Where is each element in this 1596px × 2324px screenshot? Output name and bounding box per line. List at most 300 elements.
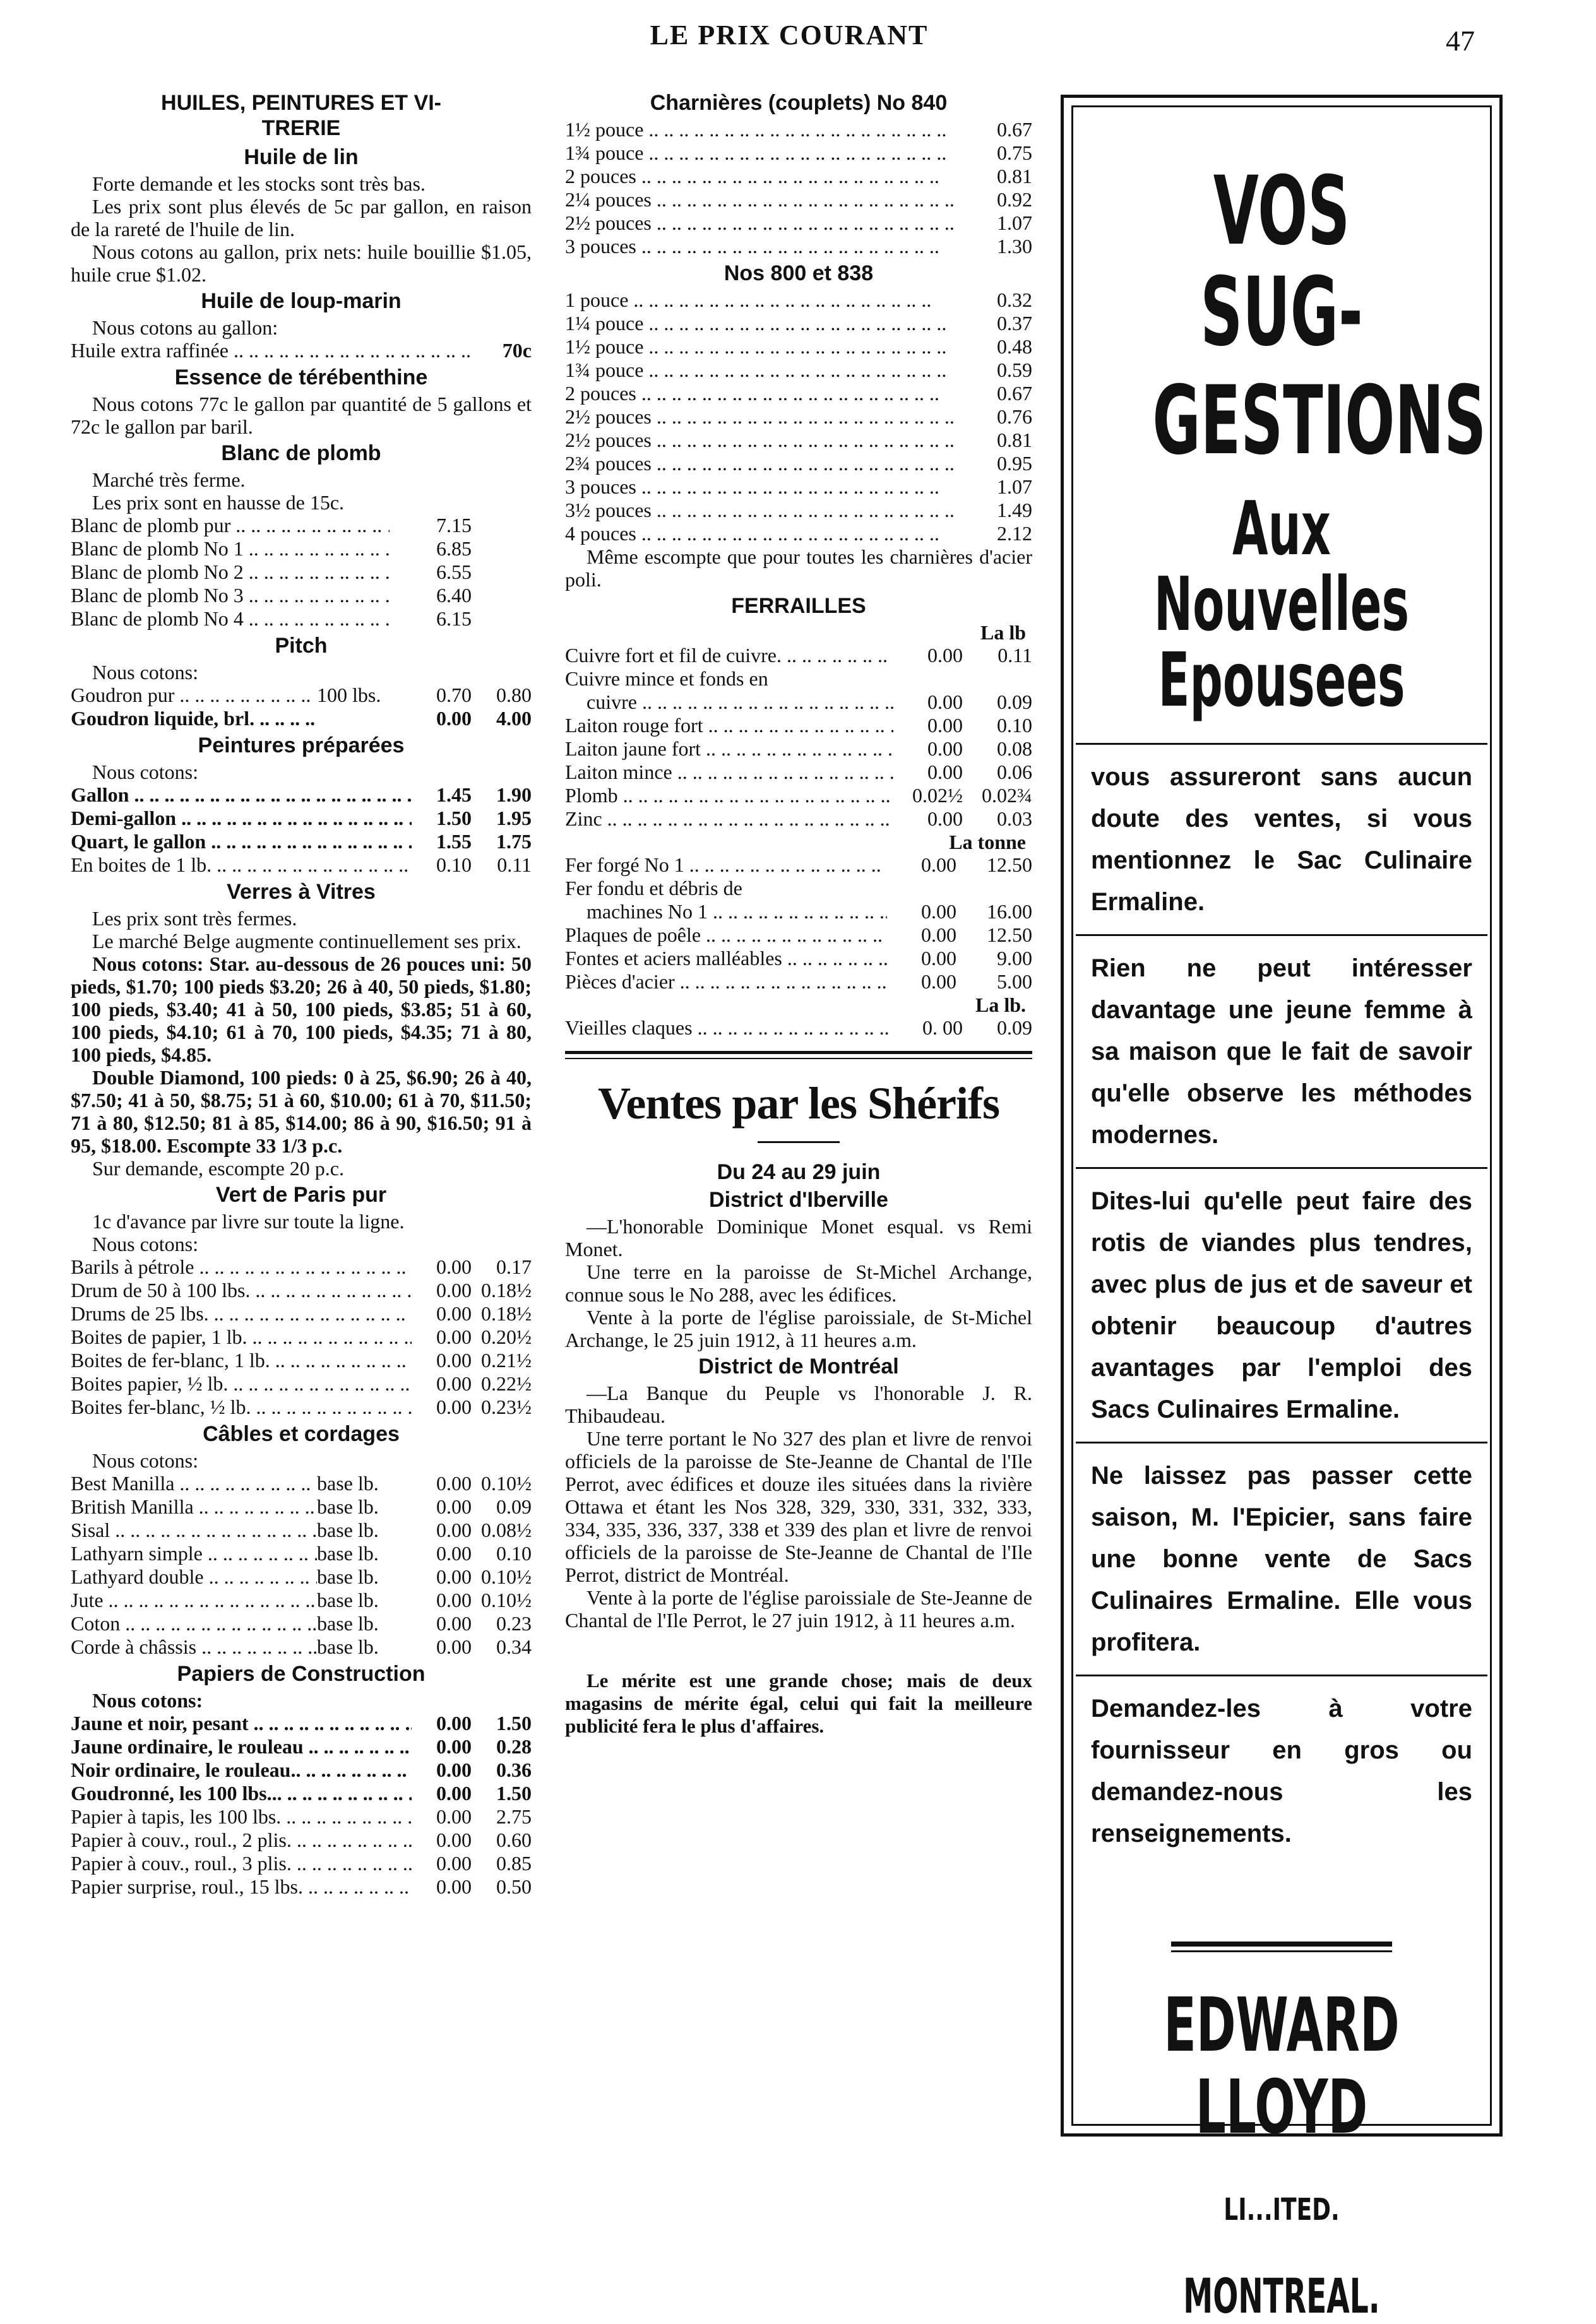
paragraph: Forte demande et les stocks sont très bas. (92, 172, 426, 195)
item-price-min: 0.00 (436, 1852, 472, 1875)
item-price-min: 0.00 (927, 737, 963, 760)
price-row (71, 514, 532, 537)
subtitle-huile-de-lin: Huile de lin (244, 145, 359, 169)
item-price-min: 0.00 (927, 761, 963, 783)
item-name: Blanc de plomb pur .. .. (71, 514, 390, 537)
item-price-max: 0.23½ (481, 1396, 532, 1418)
item-price-min: 0.00 (436, 1782, 472, 1805)
price-row (71, 1782, 532, 1805)
item-price-min: 0.00 (921, 970, 956, 993)
unit-label: La tonne (949, 831, 1026, 853)
price-row (71, 1302, 532, 1325)
price-row (71, 560, 532, 584)
item-price: 0.67 (997, 382, 1032, 405)
price-row (71, 537, 532, 560)
item-name: Laiton rouge fort .. .. (565, 714, 893, 737)
page-title: LE PRIX COURANT (650, 20, 929, 50)
price-row (71, 1325, 532, 1349)
item-name: Boites fer-blanc, ½ lb. .. .. (71, 1396, 412, 1419)
price-row (565, 499, 1032, 522)
item-name: 3 pouces .. .. (565, 235, 963, 258)
item-price: 0.48 (997, 335, 1032, 358)
paragraph: 1c d'avance par livre sur toute la ligne. (92, 1210, 405, 1233)
item-unit: base lb. (317, 1635, 379, 1658)
price-row (71, 1279, 532, 1302)
paragraph: Vente à la porte de l'église paroissiale de Ste-Jeanne de Chantal de l'Ile Perrot, le 27 juin 1912, à 11 heures a.m. (565, 1586, 1032, 1632)
paragraph: Même escompte que pour toutes les charnières d'acier poli. (565, 545, 1032, 591)
item-price-max: 0.20½ (481, 1325, 532, 1348)
item-price-max: 0.85 (496, 1852, 532, 1875)
item-name: Goudron liquide, brl. .. .. (71, 707, 317, 730)
price-row (565, 312, 1032, 335)
item-price-max: 0.50 (496, 1875, 532, 1898)
item-price-max: 12.50 (987, 923, 1032, 946)
company-city: MONTREAL. (1183, 2268, 1380, 2324)
item-price-min: 0.00 (436, 707, 472, 730)
item-price-min: 0.00 (927, 714, 963, 737)
price-row (71, 807, 532, 830)
item-name: Jaune et noir, pesant .. .. (71, 1712, 412, 1735)
price-row (71, 1758, 532, 1782)
item-price-max: 0.08 (997, 737, 1032, 760)
item-price-max: 0.22½ (481, 1372, 532, 1395)
item-name: 3½ pouces .. .. (565, 499, 963, 522)
item-price-max: 0.36 (496, 1758, 532, 1781)
price-row (565, 211, 1032, 235)
price-row (565, 691, 1032, 714)
price-row (71, 1396, 532, 1419)
price-row (565, 141, 1032, 165)
item-price-max: 0.10½ (481, 1565, 532, 1588)
item-name: British Manilla .. .. (71, 1495, 317, 1519)
unit-label: La lb (980, 621, 1026, 644)
item-price-min: 1.55 (436, 830, 472, 853)
price-row (565, 452, 1032, 475)
price-row (565, 118, 1032, 141)
price-row (71, 1612, 532, 1635)
item-price-min: 1.45 (436, 783, 472, 806)
ad-paragraph: Demandez-les à votre fournisseur en gros ou demandez-nous les renseignements. (1091, 1695, 1472, 1847)
divider (758, 1141, 840, 1143)
price-row (565, 405, 1032, 429)
item-name: 1¼ pouce .. .. (565, 312, 963, 335)
price-row (565, 644, 1032, 667)
item-price-max: 0.28 (496, 1735, 532, 1758)
price-row (565, 359, 1032, 382)
price-row (71, 830, 532, 853)
price-row (71, 1852, 532, 1875)
item-price-min: 0.00 (436, 1712, 472, 1734)
item-name: Blanc de plomb No 3 .. .. (71, 584, 390, 607)
item-price-min: 0.00 (436, 1565, 472, 1588)
price-row (565, 900, 1032, 923)
price-row (565, 923, 1032, 947)
ad-headline: VOS SUG- (1200, 157, 1363, 367)
item-name: Demi-gallon .. .. (71, 807, 412, 830)
item-name: Sisal .. .. (71, 1519, 317, 1542)
item-name: Fontes et aciers malléables .. .. (565, 947, 887, 970)
price-row (71, 1875, 532, 1899)
paragraph: Les prix sont en hausse de 15c. (92, 491, 345, 514)
item-unit: 100 lbs. (317, 684, 381, 706)
divider (1171, 1950, 1392, 1952)
section-title-huiles: HUILES, PEINTURES ET VI- TRERIE (161, 91, 441, 140)
paragraph: —La Banque du Peuple vs l'honorable J. R. Thibaudeau. (565, 1382, 1032, 1427)
item-price-max: 16.00 (987, 900, 1032, 923)
item-price-max: 1.75 (496, 830, 532, 853)
price-row (565, 188, 1032, 211)
item-price-max: 0.09 (496, 1495, 532, 1518)
subtitle-cables: Câbles et cordages (203, 1422, 400, 1446)
ventes-dates: Du 24 au 29 juin (717, 1160, 881, 1184)
price-row (71, 1349, 532, 1372)
page-header (0, 19, 1596, 63)
item-price: 7.15 (436, 514, 472, 537)
item-price-min: 0.02½ (912, 784, 963, 807)
item-price-max: 0.18½ (481, 1279, 532, 1301)
subtitle-terebenthine: Essence de térébenthine (174, 365, 428, 389)
item-price-min: 0.00 (436, 1396, 472, 1418)
paragraph: Une terre portant le No 327 des plan et livre de renvoi officiels de la paroisse de Ste-Jeanne de Chantal de l'Ile Perrot, avec édifices et douze iles situées dans la rivière Ottawa et étant les Nos 328, 329, 330, 331, 332, 333, 334, 335, 336, 337, 338 et 339 des plan et livre de renvoi officiels de la paroisse de Ste-Jeanne de Chantal de l'Ile Perrot, district de Montréal. (565, 1427, 1032, 1586)
price-row (565, 970, 1032, 993)
item-price-max: 0.10 (496, 1542, 532, 1565)
advertisement-ermaline (1061, 95, 1503, 2324)
item-price-min: 0.00 (927, 807, 963, 830)
item-price: 0.59 (997, 359, 1032, 381)
subtitle-papiers: Papiers de Construction (177, 1662, 426, 1686)
price-row (565, 165, 1032, 188)
item-name: Huile extra raffinée .. .. (71, 339, 472, 362)
item-price-max: 0.10½ (481, 1589, 532, 1611)
item-name: Boites de papier, 1 lb. .. .. (71, 1325, 412, 1349)
item-price-min: 0.00 (436, 1372, 472, 1395)
item-name: 2½ pouces .. .. (565, 211, 963, 235)
item-name: Blanc de plomb No 2 .. .. (71, 560, 390, 584)
item-price-max: 0.02¾ (982, 784, 1032, 807)
price-row (565, 429, 1032, 452)
item-name: Blanc de plomb No 1 .. .. (71, 537, 390, 560)
item-price-max: 0.17 (496, 1255, 532, 1278)
item-unit: base lb. (317, 1495, 379, 1518)
paragraph: Nous cotons: (92, 1233, 198, 1255)
column-prices-paints (71, 85, 532, 1899)
ad-paragraph: Rien ne peut intéresser davantage une jeune femme à sa maison que le fait de savoir qu'elle observe les méthodes modernes. (1091, 954, 1472, 1149)
item-price: 0.76 (997, 405, 1032, 428)
item-price-min: 0.00 (436, 1805, 472, 1828)
item-price-max: 12.50 (987, 853, 1032, 876)
price-row (565, 1016, 1032, 1040)
price-row (71, 1519, 532, 1542)
item-name: Barils à pétrole .. .. (71, 1255, 412, 1279)
price-row (565, 382, 1032, 405)
item-price-min: 0.00 (921, 947, 956, 969)
item-name: Gallon .. .. (71, 783, 412, 807)
price-row (565, 947, 1032, 970)
item-price-min: 0.00 (436, 1495, 472, 1518)
price-row (71, 1542, 532, 1565)
item-price-min: 0.00 (436, 1612, 472, 1635)
item-price-min: 1.50 (436, 807, 472, 829)
item-price: 0.75 (997, 141, 1032, 164)
price-row (71, 1805, 532, 1829)
item-price-max: 0.18½ (481, 1302, 532, 1325)
paragraph: —L'honorable Dominique Monet esqual. vs Remi Monet. (565, 1215, 1032, 1260)
item-price-max: 9.00 (997, 947, 1032, 969)
item-name: Plaques de poêle .. .. (565, 923, 887, 947)
item-unit: base lb. (317, 1472, 379, 1495)
ad-paragraph: vous assureront sans aucun doute des ventes, si vous mentionnez le Sac Culinaire Ermaline. (1091, 763, 1472, 916)
item-price-min: 0.00 (436, 1542, 472, 1565)
paragraph: Sur demande, escompte 20 p.c. (92, 1157, 344, 1180)
paragraph: Nous cotons: (92, 761, 198, 783)
item-price: 0.67 (997, 118, 1032, 141)
item-name: Best Manilla .. .. (71, 1472, 317, 1495)
paragraph: Vente à la porte de l'église paroissiale, de St-Michel Archange, le 25 juin 1912, à 11 heures a.m. (565, 1306, 1032, 1351)
item-unit: base lb. (317, 1565, 379, 1588)
item-price-min: 0.00 (921, 853, 956, 876)
item-price: 6.40 (436, 584, 472, 607)
item-price-min: 0.00 (436, 1279, 472, 1301)
item-price: 0.32 (997, 288, 1032, 311)
item-price-max: 0.09 (997, 691, 1032, 713)
item-unit: base lb. (317, 1542, 379, 1565)
item-price-max: 0.08½ (481, 1519, 532, 1541)
item-name: Fer forgé No 1 .. .. (565, 853, 887, 877)
district-heading: District de Montréal (698, 1355, 899, 1378)
item-name: Laiton mince .. .. (565, 761, 893, 784)
item-name: Goudronné, les 100 lbs... .. .. (71, 1782, 412, 1805)
price-row (565, 288, 1032, 312)
subtitle-blanc-de-plomb: Blanc de plomb (221, 441, 381, 465)
subtitle-charnieres-840: Charnières (couplets) No 840 (650, 91, 948, 115)
item-name: 2 pouces .. .. (565, 382, 963, 405)
item-unit (317, 707, 412, 730)
divider (565, 1058, 1032, 1059)
price-row (565, 235, 1032, 258)
item-name: 1½ pouce .. .. (565, 335, 963, 359)
item-name: Jaune ordinaire, le rouleau .. .. (71, 1735, 412, 1758)
item-name: 2 pouces .. .. (565, 165, 963, 188)
item-price: 6.55 (436, 560, 472, 583)
item-name: 4 pouces .. .. (565, 522, 963, 545)
paragraph: Nous cotons 77c le gallon par quantité de 5 gallons et 72c le gallon par baril. (71, 393, 532, 438)
item-name: Boites papier, ½ lb. .. .. (71, 1372, 412, 1396)
price-row (71, 1472, 532, 1495)
item-price-min: 0. 00 (922, 1016, 963, 1039)
item-price-max: 0.10½ (481, 1472, 532, 1495)
item-name: En boites de 1 lb. .. .. (71, 853, 412, 877)
item-name: Cuivre fort et fil de cuivre. .. .. (565, 644, 893, 667)
item-price: 0.81 (997, 165, 1032, 187)
item-name: Noir ordinaire, le rouleau.. .. .. (71, 1758, 412, 1782)
item-name: Drums de 25 lbs. .. .. (71, 1302, 412, 1325)
item-price-max: 0.09 (997, 1016, 1032, 1039)
divider (565, 1051, 1032, 1054)
district-heading: District d'Iberville (709, 1188, 888, 1212)
item-unit: base lb. (317, 1589, 379, 1611)
subtitle-vert-de-paris: Vert de Paris pur (215, 1183, 387, 1207)
item-price-min: 0.00 (436, 1519, 472, 1541)
item-name: Laiton jaune fort .. .. (565, 737, 893, 761)
item-price: 1.30 (997, 235, 1032, 258)
item-name: 2¾ pouces .. .. (565, 452, 963, 475)
price-row (565, 737, 1032, 761)
item-price-min: 0.00 (436, 1302, 472, 1325)
subtitle-pitch: Pitch (275, 634, 328, 658)
item-price: 1.49 (997, 499, 1032, 521)
item-name: 2½ pouces .. .. (565, 405, 963, 429)
item-price: 0.81 (997, 429, 1032, 451)
paragraph: Le marché Belge augmente continuellement ses prix. (92, 930, 521, 952)
price-row (565, 475, 1032, 499)
item-price-min: 0.00 (436, 1325, 472, 1348)
item-price-min: 0.00 (927, 644, 963, 667)
item-price: 1.07 (997, 211, 1032, 234)
paragraph: Marché très ferme. (92, 468, 246, 491)
price-row (565, 522, 1032, 545)
item-name: Pièces d'acier .. .. (565, 970, 887, 993)
closing-note: Le mérite est une grande chose; mais de deux magasins de mérite égal, celui qui fait la meilleure publicité fera le plus d'affaires. (565, 1669, 1032, 1737)
price-row (565, 335, 1032, 359)
price-row (565, 784, 1032, 807)
ad-subheadline: Aux Nouvelles Epousees (1153, 485, 1410, 723)
item-name: Lathyarn simple .. .. (71, 1542, 317, 1565)
unit-label: La lb. (975, 993, 1026, 1016)
item-price: 70c (502, 339, 532, 362)
item-price-min: 0.10 (436, 853, 472, 876)
paragraph: Nous cotons: (92, 661, 198, 684)
item-name: Papier à couv., roul., 3 plis. .. .. (71, 1852, 412, 1875)
ad-headline: GESTIONS (1152, 366, 1487, 476)
item-name: Plomb .. .. (565, 784, 893, 807)
item-price-min: 0.00 (436, 1255, 472, 1278)
price-row (71, 1372, 532, 1396)
item-price-max: 0.11 (998, 644, 1032, 667)
item-name: Boites de fer-blanc, 1 lb. .. .. (71, 1349, 412, 1372)
item-price-max: 0.34 (496, 1635, 532, 1658)
item-name: 2½ pouces .. .. (565, 429, 963, 452)
item-price-max: 0.23 (496, 1612, 532, 1635)
company-limited: LI...ITED. (1224, 2192, 1340, 2227)
item-price-min: 0.00 (436, 1758, 472, 1781)
item-price-min: 0.00 (436, 1589, 472, 1611)
item-name: Vieilles claques .. .. (565, 1016, 893, 1040)
item-name: Corde à châssis .. .. (71, 1635, 317, 1659)
price-row (565, 877, 1032, 900)
item-price-min: 0.00 (436, 1635, 472, 1658)
paragraph: Double Diamond, 100 pieds: 0 à 25, $6.90; 26 à 40, $7.50; 41 à 50, $8.75; 51 à 60, $10.00; 61 à 70, $11.50; 71 à 80, $12.50; 81 à 85, $14.00; 86 à 90, $16.50; 91 à 95, $18.00. Escompte 33 1/3 p.c. (71, 1066, 532, 1157)
company-name: EDWARD LLOYD (1164, 1981, 1400, 2150)
item-name: Blanc de plomb No 4 .. .. (71, 607, 390, 631)
item-price: 0.37 (997, 312, 1032, 335)
item-price-max: 2.75 (496, 1805, 532, 1828)
subtitle-peintures: Peintures préparées (198, 733, 405, 757)
item-name: Drum de 50 à 100 lbs. .. .. (71, 1279, 412, 1302)
item-name: 1½ pouce .. .. (565, 118, 963, 141)
item-price: 2.12 (997, 522, 1032, 545)
subtitle-loup-marin: Huile de loup-marin (201, 289, 402, 313)
price-row (71, 783, 532, 807)
item-price-max: 0.21½ (481, 1349, 532, 1372)
price-row (565, 853, 1032, 877)
item-price-min: 0.00 (436, 1349, 472, 1372)
price-row (71, 1565, 532, 1589)
item-price-min: 0.70 (436, 684, 472, 706)
price-row (565, 667, 1032, 691)
item-name: Papier surprise, roul., 15 lbs. .. .. (71, 1875, 412, 1899)
item-price-min: 0.00 (436, 1829, 472, 1851)
item-price-max: 0.10 (997, 714, 1032, 737)
item-price: 0.92 (997, 188, 1032, 211)
paragraph: Les prix sont très fermes. (92, 907, 297, 930)
item-name: Cuivre mince et fonds en (565, 667, 768, 690)
item-name: 2¼ pouces .. .. (565, 188, 963, 211)
item-price-max: 0.80 (496, 684, 532, 706)
item-price: 6.15 (436, 607, 472, 630)
item-name: Zinc .. .. (565, 807, 893, 831)
item-price-min: 0.00 (921, 923, 956, 946)
paragraph: Les prix sont plus élevés de 5c par gallon, en raison de la rareté de l'huile de lin. (71, 195, 532, 240)
item-price-max: 1.50 (496, 1782, 532, 1805)
item-price: 1.07 (997, 475, 1032, 498)
item-price-min: 0.00 (927, 691, 963, 713)
divider (1171, 1942, 1392, 1947)
item-unit: base lb. (317, 1612, 379, 1635)
item-name: 3 pouces .. .. (565, 475, 963, 499)
item-name: Lathyard double .. .. (71, 1565, 317, 1589)
price-row (71, 1635, 532, 1659)
subtitle-ferrailles: FERRAILLES (731, 594, 866, 618)
price-row (71, 584, 532, 607)
paragraph: Nous cotons: (92, 1689, 203, 1712)
ad-paragraph: Ne laissez pas passer cette saison, M. l'Epicier, sans faire une bonne vente de Sacs Culinaires Ermaline. Elle vous profitera. (1091, 1462, 1472, 1656)
price-row (71, 1589, 532, 1612)
item-price-min: 0.00 (436, 1735, 472, 1758)
subtitle-verres: Verres à Vitres (227, 880, 376, 904)
item-price-min: 0.00 (436, 1472, 472, 1495)
item-price-max: 4.00 (496, 707, 532, 730)
price-row (565, 714, 1032, 737)
paragraph: Nous cotons: (92, 1449, 198, 1472)
item-name: machines No 1 .. .. (565, 900, 887, 923)
item-price: 6.85 (436, 537, 472, 560)
item-name: Fer fondu et débris de (565, 877, 742, 899)
price-row (71, 607, 532, 631)
item-name: Coton .. .. (71, 1612, 317, 1635)
item-name: 1 pouce .. .. (565, 288, 963, 312)
item-price-max: 1.90 (496, 783, 532, 806)
price-row (71, 853, 532, 877)
item-name: Quart, le gallon .. .. (71, 830, 412, 853)
item-name: Papier à tapis, les 100 lbs. .. .. (71, 1805, 412, 1829)
price-row (71, 707, 532, 730)
item-price-max: 1.50 (496, 1712, 532, 1734)
price-row (71, 1255, 532, 1279)
item-name: cuivre .. .. (565, 691, 893, 714)
price-row (71, 1495, 532, 1519)
item-price-min: 0.00 (921, 900, 956, 923)
paragraph: Nous cotons au gallon, prix nets: huile bouillie $1.05, huile crue $1.02. (71, 240, 532, 286)
item-price-max: 1.95 (496, 807, 532, 829)
item-name: Jute .. .. (71, 1589, 317, 1612)
price-row (71, 684, 532, 707)
price-row (71, 1712, 532, 1735)
item-price-max: 5.00 (997, 970, 1032, 993)
item-price-max: 0.06 (997, 761, 1032, 783)
item-price-min: 0.00 (436, 1875, 472, 1898)
item-price: 0.95 (997, 452, 1032, 475)
item-price-max: 0.60 (496, 1829, 532, 1851)
